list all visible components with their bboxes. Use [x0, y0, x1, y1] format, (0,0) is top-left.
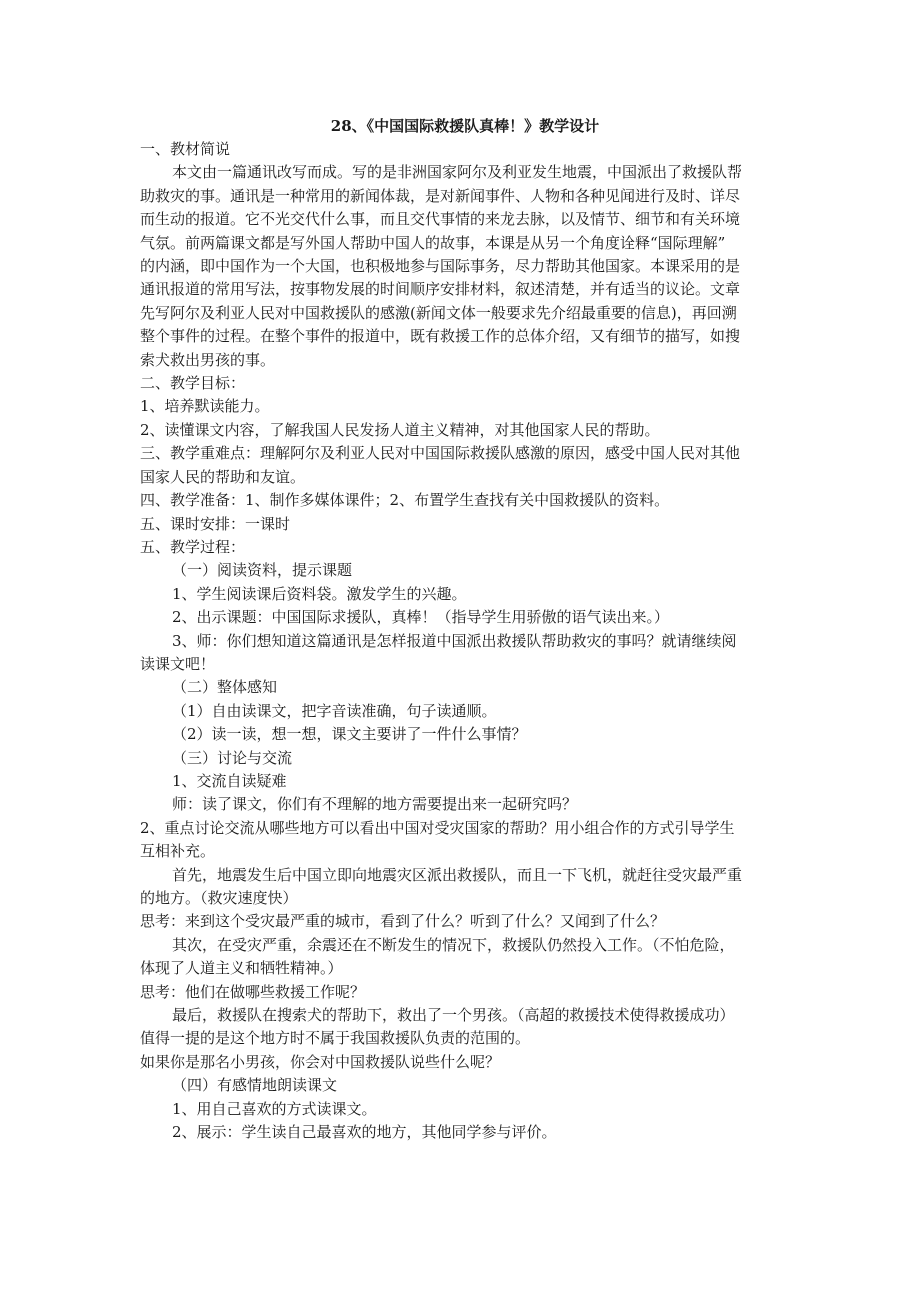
body-line: 互相补充。 [140, 842, 216, 861]
body-line: 气氛。前两篇课文都是写外国人帮助中国人的故事，本课是从另一个角度诠释“国际理解” [140, 233, 726, 252]
body-line: 读课文吧！ [140, 654, 216, 673]
body-line: 其次，在受灾严重，余震还在不断发生的情况下，救援队仍然投入工作。（不怕危险， [172, 935, 735, 954]
body-line: 思考：他们在做哪些救援工作呢？ [140, 982, 366, 1001]
body-line: 整个事件的过程。在整个事件的报道中，既有救援工作的总体介绍，又有细节的描写，如搜 [140, 327, 741, 346]
body-line: 国家人民的帮助和友谊。 [140, 467, 306, 486]
body-line: 二、教学目标： [140, 374, 246, 393]
body-line: 1、交流自读疑难 [172, 771, 287, 790]
body-line: 的内涵，即中国作为一个大国，也积极地参与国际事务，尽力帮助其他国家。本课采用的是 [140, 257, 741, 276]
body-line: 最后，救援队在搜索犬的帮助下，救出了一个男孩。（高超的救援技术使得救援成功） [172, 1006, 735, 1025]
body-line: （四）有感情地朗读课文 [172, 1076, 338, 1095]
body-line: 先写阿尔及利亚人民对中国救援队的感激(新闻文体一般要求先介绍最重要的信息)，再回溯 [140, 303, 737, 322]
body-line: 通讯报道的常用写法，按事物发展的时间顺序安排材料，叙述清楚，并有适当的议论。文章 [140, 280, 741, 299]
body-line: （三）讨论与交流 [172, 748, 293, 767]
body-line: （二）整体感知 [172, 678, 278, 697]
body-line: 师：读了课文，你们有不理解的地方需要提出来一起研究吗？ [172, 795, 578, 814]
body-line: 三、教学重难点：理解阿尔及利亚人民对中国国际救援队感激的原因，感受中国人民对其他 [140, 444, 741, 463]
body-line: 2、展示：学生读自己最喜欢的地方，其他同学参与评价。 [172, 1123, 557, 1142]
body-line: 1、用自己喜欢的方式读课文。 [172, 1099, 377, 1118]
body-line: 值得一提的是这个地方时不属于我国救援队负责的范围的。 [140, 1029, 531, 1048]
body-line: 2、重点讨论交流从哪些地方可以看出中国对受灾国家的帮助？用小组合作的方式引导学生 [140, 818, 735, 837]
document-body [140, 138, 790, 1144]
body-line: 1、培养默读能力。 [140, 397, 270, 416]
document-title: 28、《中国国际救援队真棒！》教学设计 [330, 117, 600, 135]
body-line: 本文由一篇通讯改写而成。写的是非洲国家阿尔及利亚发生地震，中国派出了救援队帮 [172, 163, 743, 182]
body-line: 3、师：你们想知道这篇通讯是怎样报道中国派出救援队帮助救灾的事吗？就请继续阅 [172, 631, 737, 650]
body-line: 一、教材简说 [140, 140, 231, 158]
body-line: 1、学生阅读课后资料袋。激发学生的兴趣。 [172, 584, 467, 603]
body-line: 的地方。（救灾速度快） [140, 889, 298, 907]
body-line: （2）读一读，想一想，课文主要讲了一件什么事情？ [172, 725, 527, 744]
body-line: 五、课时安排：一课时 [140, 514, 291, 533]
body-line: 而生动的报道。它不光交代什么事，而且交代事情的来龙去脉，以及情节、细节和有关环境 [140, 210, 741, 229]
body-line: 2、读懂课文内容，了解我国人民发扬人道主义精神，对其他国家人民的帮助。 [140, 420, 660, 439]
body-line: 四、教学准备：1、制作多媒体课件；2、布置学生查找有关中国救援队的资料。 [140, 491, 670, 510]
body-line: 思考：来到这个受灾最严重的城市，看到了什么？听到了什么？又闻到了什么？ [140, 912, 666, 931]
body-line: 五、教学过程： [140, 537, 246, 556]
body-line: 索犬救出男孩的事。 [140, 350, 276, 369]
body-line: （1）自由读课文，把字音读准确，句子读通顺。 [172, 701, 497, 720]
body-line: 2、出示课题：中国国际求援队，真棒！（指导学生用骄傲的语气读出来。） [172, 608, 670, 627]
body-line: 体现了人道主义和牺牲精神。） [140, 959, 343, 978]
body-line: （一）阅读资料，提示课题 [172, 561, 353, 580]
body-line: 首先，地震发生后中国立即向地震灾区派出救援队，而且一下飞机，就赶往受灾最严重 [172, 865, 743, 884]
body-line: 如果你是那名小男孩，你会对中国救援队说些什么呢？ [140, 1052, 501, 1071]
body-line: 助救灾的事。通讯是一种常用的新闻体裁，是对新闻事件、人物和各种见闻进行及时、详尽 [140, 186, 741, 205]
